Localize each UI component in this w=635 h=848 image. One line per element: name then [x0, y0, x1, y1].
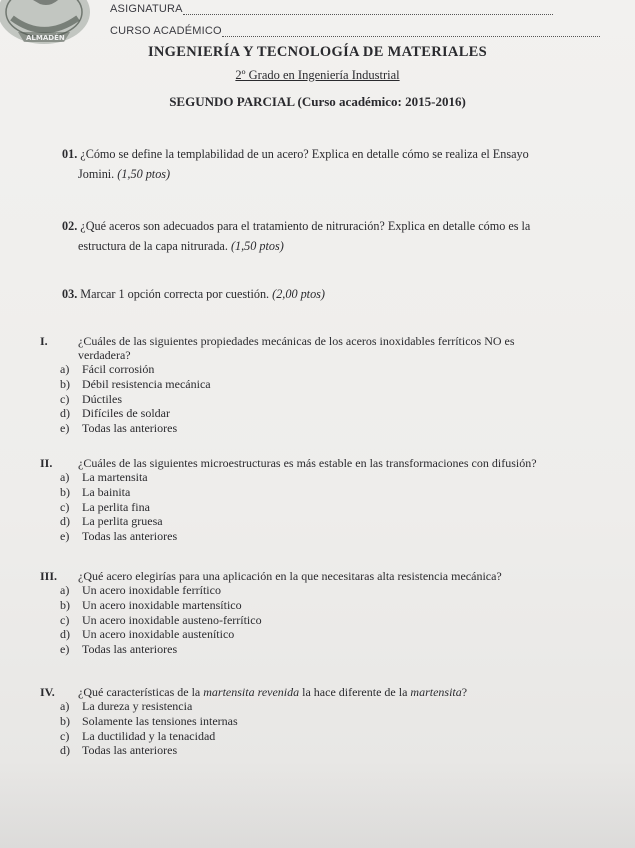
- question-02: [62, 216, 614, 256]
- option-text: La dureza y resistencia: [82, 699, 193, 713]
- mc-option[interactable]: [40, 392, 610, 407]
- mc-option[interactable]: [40, 729, 610, 744]
- option-text: La ductilidad y la tenacidad: [82, 728, 216, 743]
- option-letter: d): [60, 627, 70, 642]
- mc-option[interactable]: [40, 514, 610, 529]
- asignatura-line: [110, 3, 553, 15]
- option-letter: d): [60, 406, 70, 421]
- mc-option[interactable]: [40, 627, 610, 642]
- mc-option[interactable]: [40, 613, 610, 628]
- mc-question-1: [40, 334, 610, 436]
- mc-option[interactable]: [40, 406, 610, 421]
- curso-label: CURSO ACADÉMICO: [110, 25, 222, 37]
- mc-stem-text: ¿Cuáles de las siguientes microestructuras es más estable en las transformaciones con difusión?: [78, 456, 537, 470]
- mc-stem-text: ¿Cuáles de las siguientes propiedades mecánicas de los aceros inoxidables ferríticos NO es: [78, 334, 515, 348]
- asignatura-blank: [183, 5, 553, 15]
- option-text: La bainita: [82, 484, 131, 499]
- stem-part: la hace diferente de la: [299, 685, 411, 699]
- question-text: ¿Qué aceros son adecuados para el tratamiento de nitruración? Explica en detalle cómo es la: [80, 219, 531, 233]
- option-letter: d): [60, 743, 70, 758]
- mc-question-3: [40, 569, 610, 657]
- mc-stem-wrap: verdadera?: [78, 348, 131, 362]
- option-letter: c): [60, 499, 70, 514]
- mc-option[interactable]: [40, 421, 610, 436]
- option-letter: b): [60, 484, 70, 499]
- mc-option[interactable]: [40, 377, 610, 392]
- question-points: (1,50 ptos): [230, 239, 284, 253]
- option-text: Un acero inoxidable ferrítico: [82, 583, 221, 597]
- asignatura-label: ASIGNATURA: [110, 3, 183, 15]
- option-text: Todas las anteriores: [82, 421, 178, 436]
- degree-title: [0, 68, 635, 83]
- option-letter: a): [60, 362, 70, 376]
- option-letter: c): [60, 391, 70, 406]
- question-points: (2,00 ptos): [272, 287, 325, 301]
- question-text: ¿Cómo se define la templabilidad de un acero? Explica en detalle cómo se realiza el Ensayo: [80, 147, 529, 161]
- question-01: [62, 144, 614, 184]
- stem-italic-term: martensita revenida: [203, 685, 300, 699]
- option-text: Todas las anteriores: [82, 642, 178, 657]
- option-letter: a): [60, 583, 70, 597]
- mc-roman-number: II.: [40, 456, 53, 470]
- mc-question-2: [40, 456, 610, 544]
- option-text: La perlita fina: [82, 499, 150, 514]
- option-letter: a): [60, 699, 70, 713]
- option-text: Un acero inoxidable austenítico: [82, 627, 235, 642]
- mc-stem: [40, 456, 610, 470]
- mc-option[interactable]: [40, 699, 610, 714]
- mc-roman-number: I.: [40, 334, 48, 348]
- option-letter: d): [60, 514, 70, 529]
- question-number: 03.: [62, 287, 78, 301]
- option-text: Débil resistencia mecánica: [82, 376, 211, 391]
- question-continuation: [62, 164, 614, 184]
- option-letter: e): [60, 529, 70, 544]
- stem-italic-term: martensita: [410, 685, 462, 699]
- option-text: Dúctiles: [82, 391, 122, 406]
- stem-part: ¿Qué características de la: [78, 685, 204, 699]
- exam-title: SEGUNDO PARCIAL (Curso académico: 2015-2016): [169, 94, 466, 109]
- mc-option[interactable]: [40, 583, 610, 598]
- mc-option[interactable]: [40, 500, 610, 515]
- mc-stem: [40, 569, 610, 583]
- option-letter: c): [60, 612, 70, 627]
- seal-text: ALMADÉN: [26, 34, 65, 42]
- mc-stem: [40, 334, 610, 348]
- curso-line: [110, 25, 600, 37]
- question-points: (1,50 ptos): [117, 167, 171, 181]
- question-03: [62, 284, 614, 304]
- option-letter: c): [60, 728, 70, 743]
- option-text: Un acero inoxidable martensítico: [82, 597, 242, 612]
- option-text: Todas las anteriores: [82, 529, 178, 544]
- question-continuation: [62, 236, 614, 256]
- mc-option[interactable]: [40, 485, 610, 500]
- option-letter: b): [60, 376, 70, 391]
- mc-question-4: [40, 685, 610, 758]
- mc-stem-text: [78, 685, 467, 699]
- mc-stem: [40, 685, 610, 699]
- mc-option[interactable]: [40, 362, 610, 377]
- option-text: La martensita: [82, 470, 148, 484]
- mc-option[interactable]: [40, 529, 610, 544]
- question-text: Marcar 1 opción correcta por cuestión.: [80, 287, 270, 301]
- question-number: 02.: [62, 219, 78, 233]
- curso-blank: [222, 27, 600, 37]
- mc-option[interactable]: [40, 598, 610, 613]
- option-letter: b): [60, 597, 70, 612]
- option-text: Todas las anteriores: [82, 743, 178, 758]
- question-cont-text: estructura de la capa nitrurada.: [78, 239, 228, 253]
- mc-roman-number: III.: [40, 569, 58, 583]
- option-text: Fácil corrosión: [82, 362, 155, 376]
- degree-text: 2º Grado en Ingeniería Industrial: [235, 68, 400, 82]
- option-text: La perlita gruesa: [82, 514, 163, 529]
- stem-part: ?: [461, 685, 468, 699]
- option-letter: e): [60, 642, 70, 657]
- question-number: 01.: [62, 147, 78, 161]
- option-letter: b): [60, 713, 70, 728]
- mc-option[interactable]: [40, 470, 610, 485]
- option-letter: a): [60, 470, 70, 484]
- school-title: INGENIERÍA Y TECNOLOGÍA DE MATERIALES: [147, 44, 488, 60]
- mc-roman-number: IV.: [40, 685, 55, 699]
- mc-option[interactable]: [40, 743, 610, 758]
- question-cont-text: Jomini.: [78, 167, 115, 181]
- mc-option[interactable]: [40, 714, 610, 729]
- mc-stem-text: ¿Qué acero elegirías para una aplicación en la que necesitaras alta resistencia mecánica?: [78, 569, 502, 583]
- option-text: Un acero inoxidable austeno-ferrítico: [82, 612, 262, 627]
- page-shadow: [0, 760, 635, 848]
- option-letter: e): [60, 421, 70, 436]
- mc-option[interactable]: [40, 642, 610, 657]
- option-text: Difíciles de soldar: [82, 406, 170, 421]
- option-text: Solamente las tensiones internas: [82, 713, 238, 728]
